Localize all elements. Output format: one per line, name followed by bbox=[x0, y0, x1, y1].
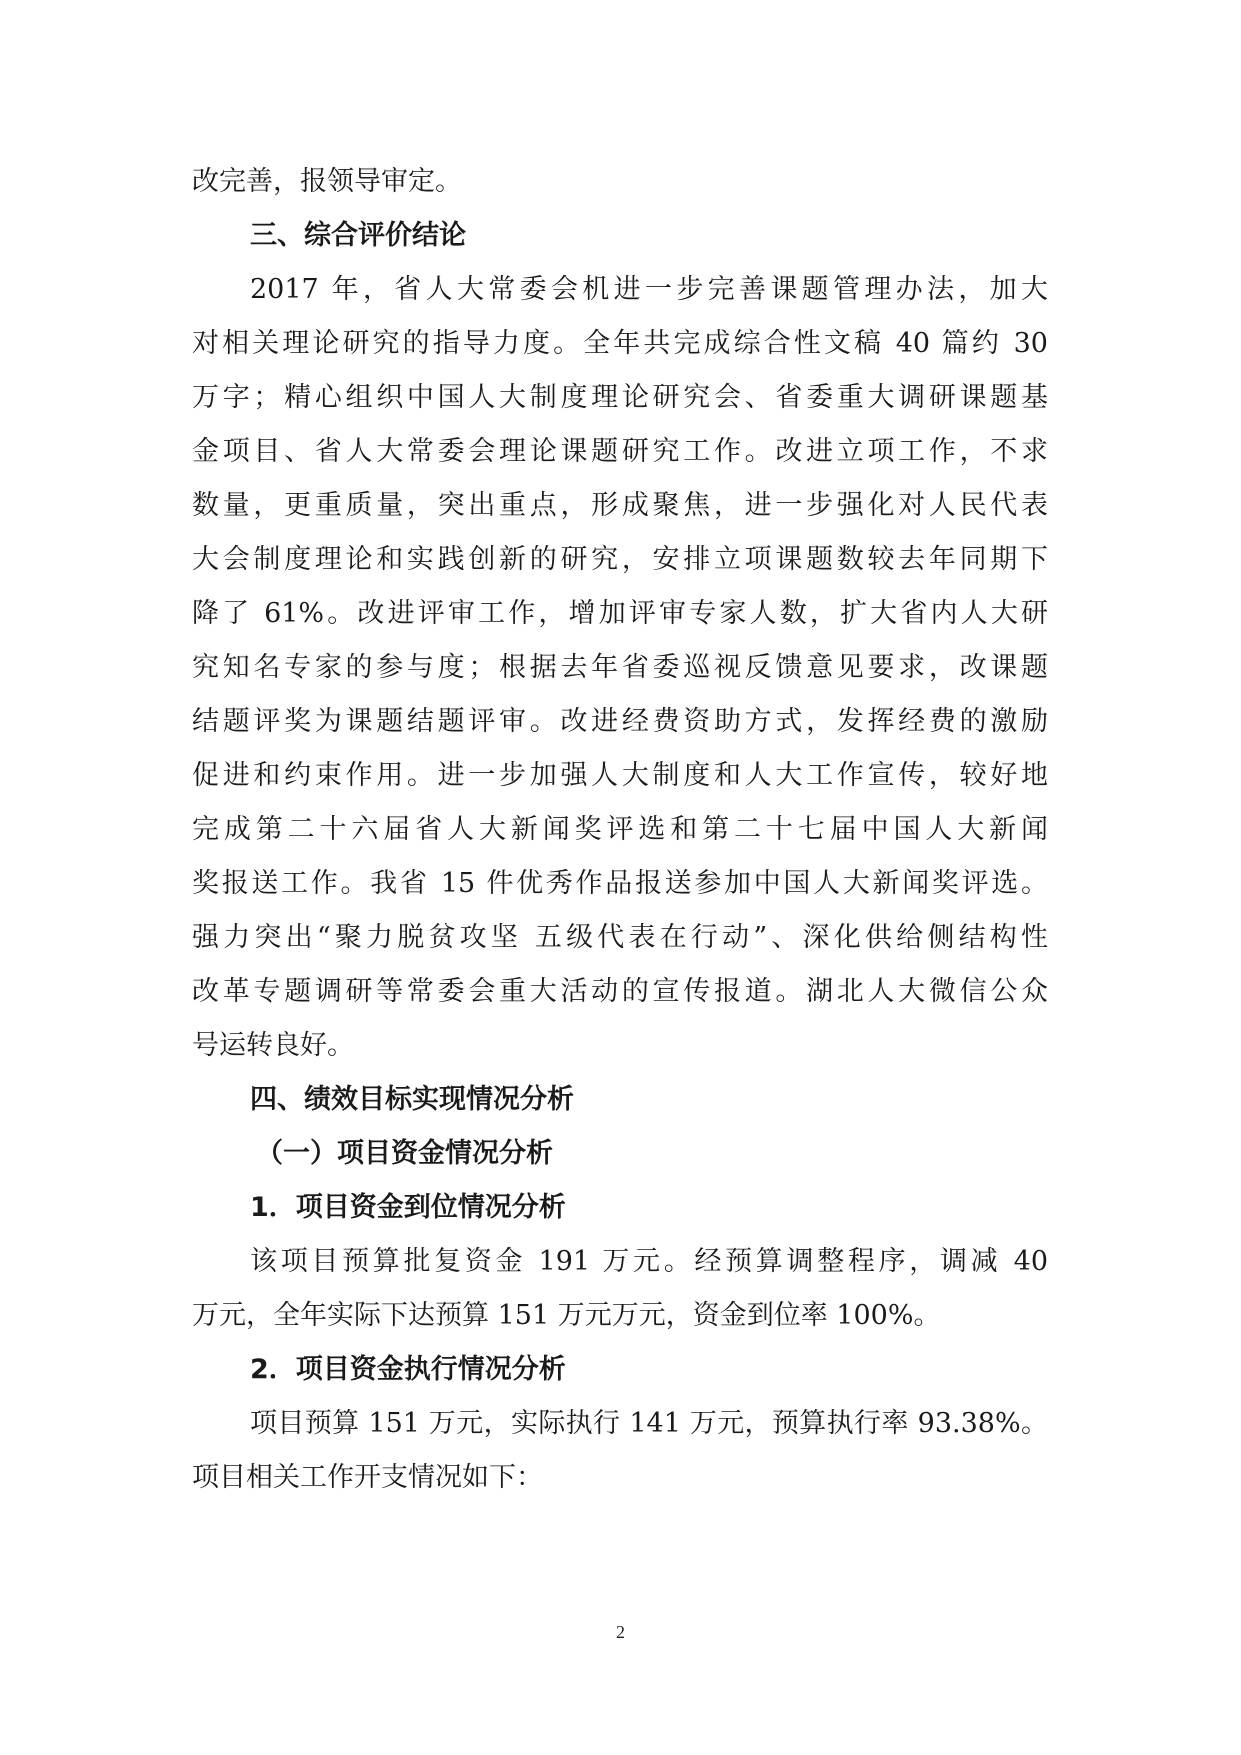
section-heading-4: 四、绩效目标实现情况分析 bbox=[250, 1084, 574, 1115]
paragraph-line: 改革专题调研等常委会重大活动的宣传报道。湖北人大微信公众 bbox=[192, 976, 1048, 1007]
subsection-heading-1: （一）项目资金情况分析 bbox=[256, 1138, 553, 1169]
paragraph-line: 大会制度理论和实践创新的研究，安排立项课题数较去年同期下 bbox=[192, 544, 1048, 575]
paragraph-line: 号运转良好。 bbox=[192, 1030, 354, 1061]
paragraph-line: 数量，更重质量，突出重点，形成聚焦，进一步强化对人民代表 bbox=[192, 490, 1048, 521]
paragraph-line: 完成第二十六届省人大新闻奖评选和第二十七届中国人大新闻 bbox=[192, 814, 1048, 845]
paragraph-line: 金项目、省人大常委会理论课题研究工作。改进立项工作，不求 bbox=[192, 436, 1048, 467]
item-1-paragraph bbox=[192, 1235, 1048, 1343]
paragraph-line: 奖报送工作。我省 15 件优秀作品报送参加中国人大新闻奖评选。 bbox=[192, 868, 1048, 899]
item-heading-2: 2．项目资金执行情况分析 bbox=[250, 1354, 566, 1385]
paragraph-line: 该项目预算批复资金 191 万元。经预算调整程序，调减 40 bbox=[250, 1246, 1048, 1277]
paragraph-line: 结题评奖为课题结题评审。改进经费资助方式，发挥经费的激励 bbox=[192, 706, 1048, 737]
paragraph-line: 降了 61%。改进评审工作，增加评审专家人数，扩大省内人大研 bbox=[192, 598, 1048, 629]
paragraph-line: 万字；精心组织中国人大制度理论研究会、省委重大调研课题基 bbox=[192, 382, 1048, 413]
paragraph-line: 2017 年，省人大常委会机进一步完善课题管理办法，加大 bbox=[250, 274, 1048, 305]
item-heading-1: 1．项目资金到位情况分析 bbox=[250, 1192, 566, 1223]
paragraph-line: 项目相关工作开支情况如下： bbox=[192, 1462, 543, 1493]
paragraph-line: 项目预算 151 万元，实际执行 141 万元，预算执行率 93.38%。 bbox=[250, 1408, 1048, 1439]
paragraph-line: 究知名专家的参与度；根据去年省委巡视反馈意见要求，改课题 bbox=[192, 652, 1048, 683]
section-heading-3: 三、综合评价结论 bbox=[250, 220, 466, 251]
paragraph-line: 万元，全年实际下达预算 151 万元万元，资金到位率 100%。 bbox=[192, 1300, 941, 1331]
paragraph-line: 对相关理论研究的指导力度。全年共完成综合性文稿 40 篇约 30 bbox=[192, 328, 1048, 359]
item-2-paragraph bbox=[192, 1397, 1048, 1505]
document-page bbox=[192, 155, 1048, 1505]
paragraph-line: 强力突出“聚力脱贫攻坚 五级代表在行动”、深化供给侧结构性 bbox=[192, 922, 1048, 953]
paragraph-line: 促进和约束作用。进一步加强人大制度和人大工作宣传，较好地 bbox=[192, 760, 1048, 791]
continuation-line: 改完善，报领导审定。 bbox=[192, 166, 462, 197]
page-number: 2 bbox=[616, 1622, 625, 1642]
section-3-paragraph bbox=[192, 263, 1048, 1073]
